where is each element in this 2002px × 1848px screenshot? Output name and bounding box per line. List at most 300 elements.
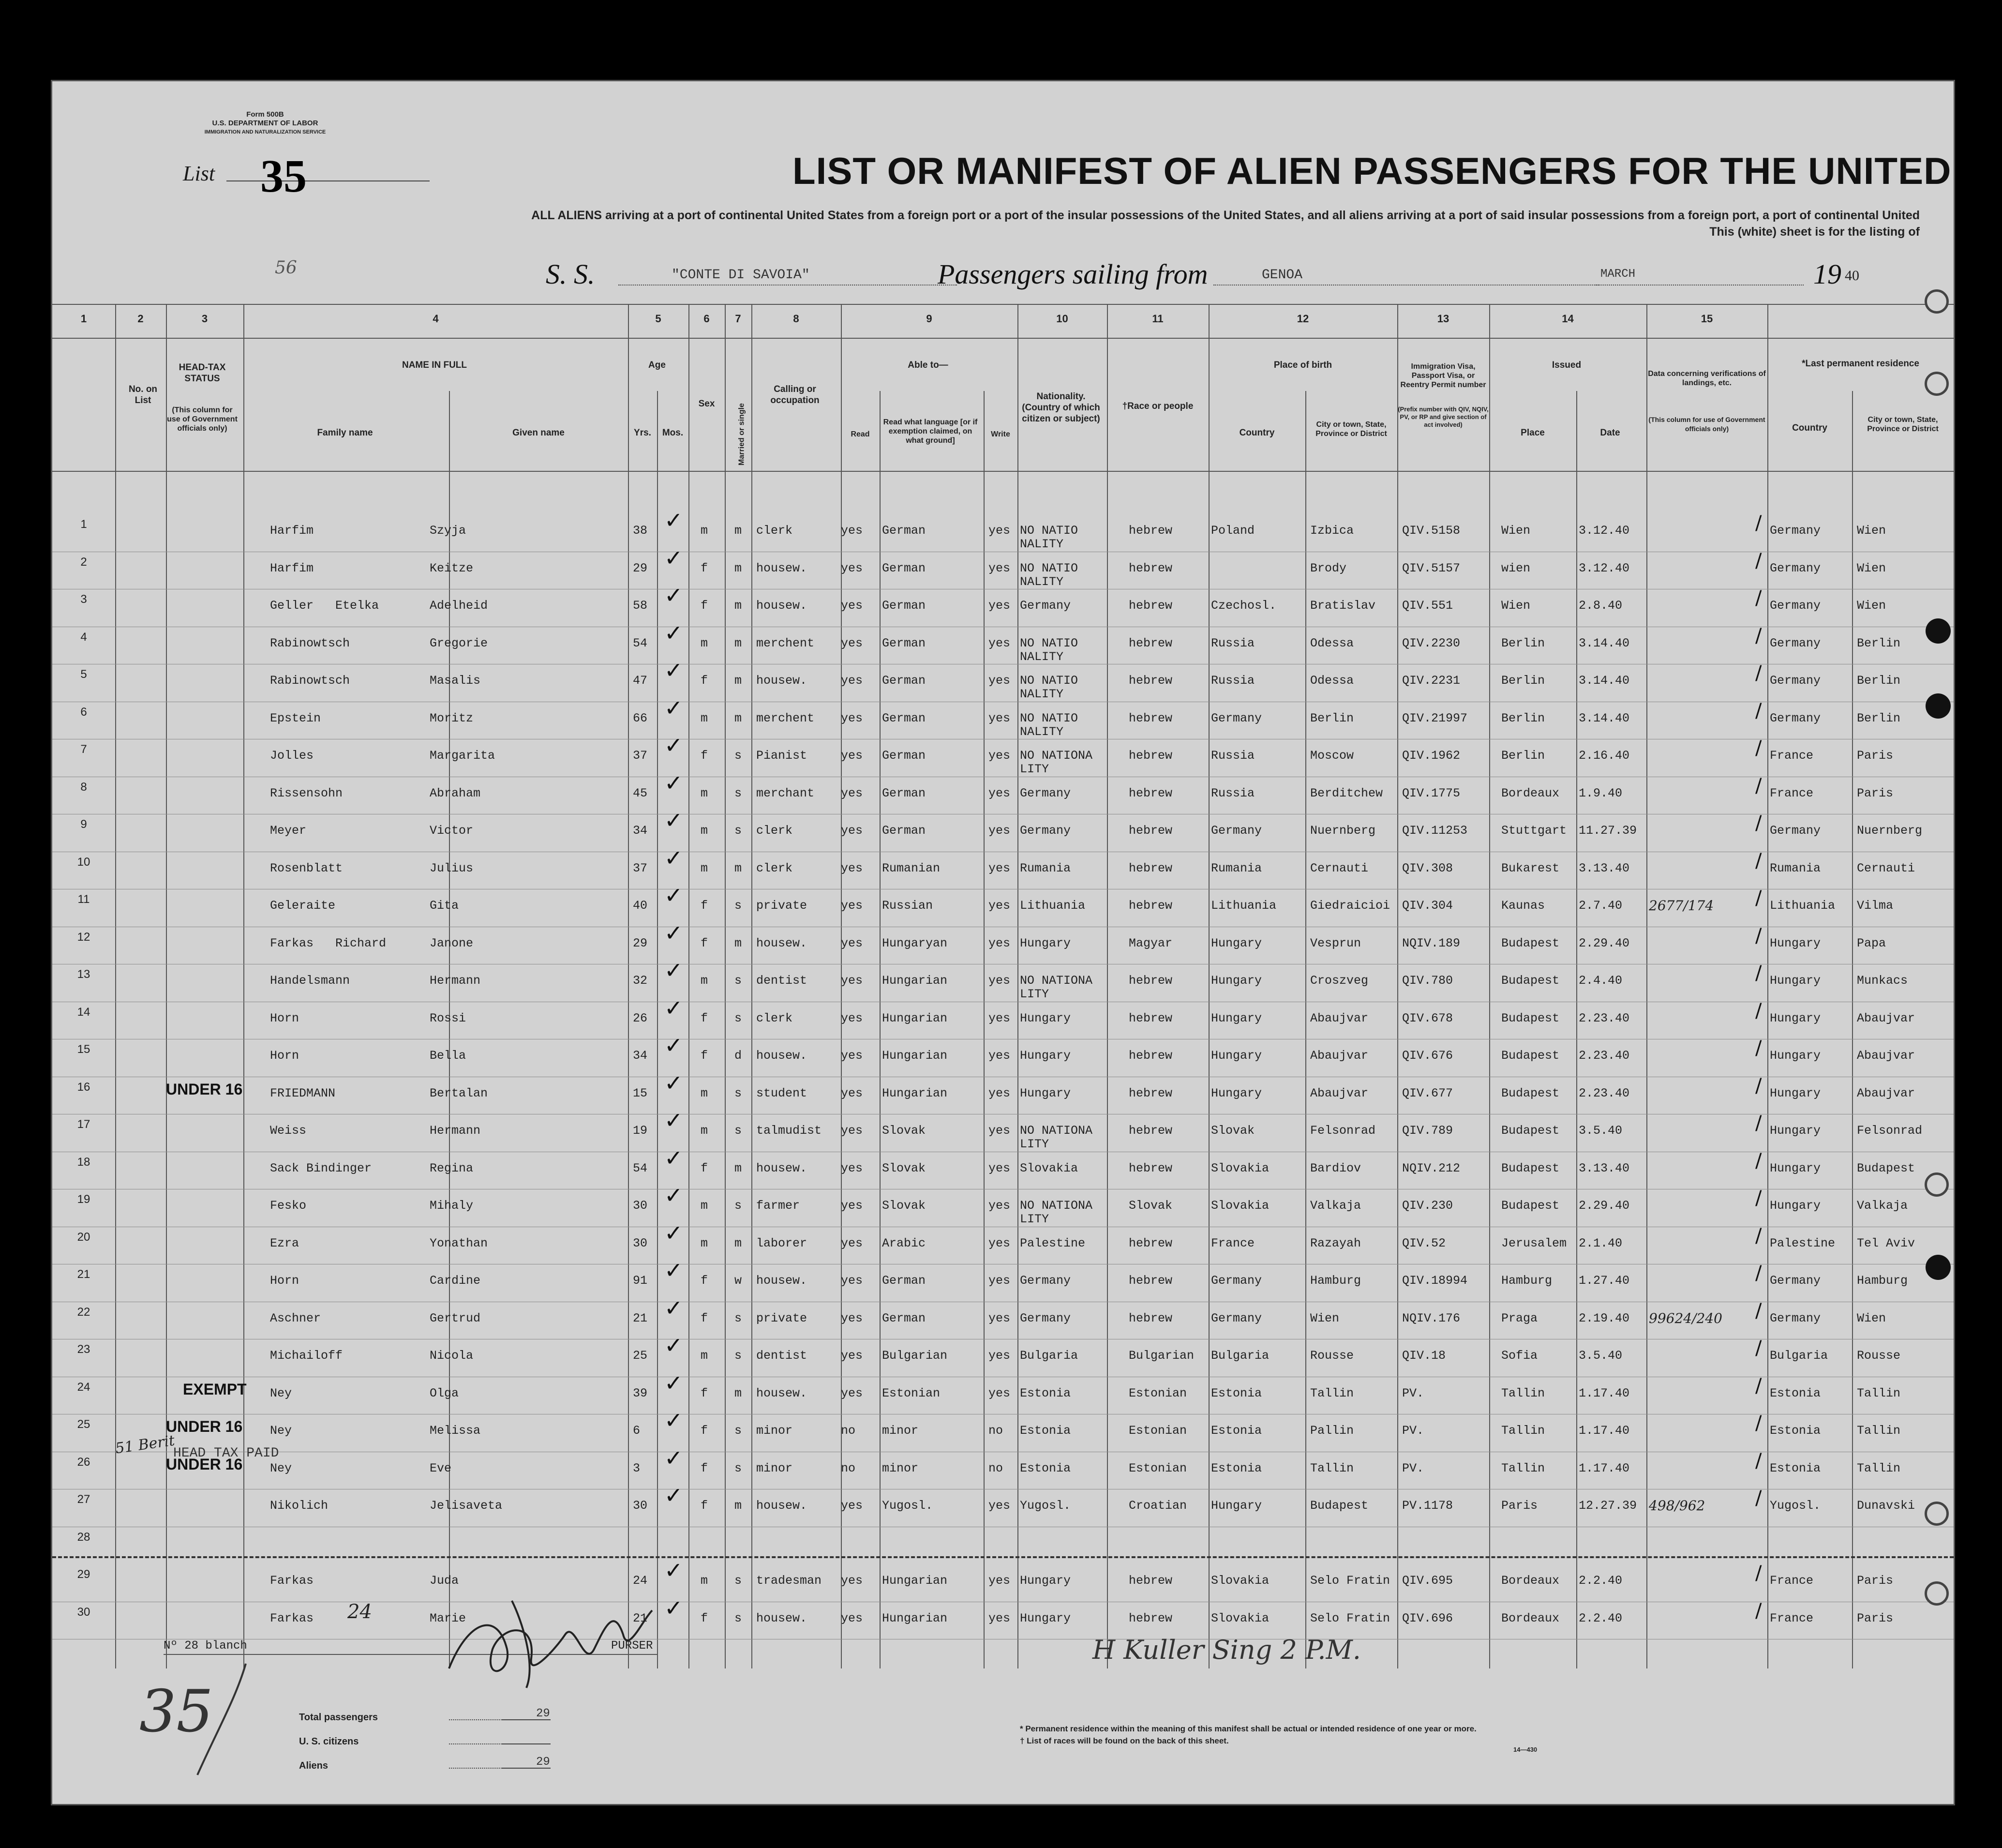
can-read: no bbox=[841, 1424, 856, 1438]
marital-status: m bbox=[734, 524, 742, 538]
given-name: Eve bbox=[430, 1461, 452, 1475]
sex: f bbox=[701, 1049, 708, 1063]
read-language: German bbox=[882, 1274, 926, 1288]
visa-number: QIV.11253 bbox=[1402, 824, 1468, 838]
issued-place: Bukarest bbox=[1501, 861, 1560, 875]
header-data-note: (This column for use of Government officials only) bbox=[1648, 416, 1765, 433]
check-mark-icon: ✓ bbox=[664, 1332, 683, 1358]
residence-country: Yugosl. bbox=[1770, 1499, 1821, 1513]
sex: f bbox=[701, 749, 708, 763]
birth-city: Abaujvar bbox=[1310, 1011, 1369, 1025]
given-name: Olga bbox=[430, 1386, 459, 1400]
check-mark-icon: ✓ bbox=[664, 1444, 683, 1471]
race: hebrew bbox=[1129, 1574, 1173, 1588]
check-mark-icon: ✓ bbox=[664, 1557, 683, 1583]
marital-status: s bbox=[734, 899, 742, 913]
check-mark-icon: ✓ bbox=[664, 807, 683, 833]
visa-number: PV.1178 bbox=[1402, 1499, 1453, 1513]
header-data-concerning: Data concerning verifications of landings, etc. bbox=[1648, 370, 1766, 387]
can-write: yes bbox=[988, 1236, 1011, 1250]
verification-stroke-icon: / bbox=[1755, 1487, 1762, 1509]
header-birth-city: City or town, State, Province or District bbox=[1315, 421, 1387, 438]
can-write: yes bbox=[988, 674, 1011, 688]
birth-city: Berditchew bbox=[1310, 786, 1383, 800]
age: 47 bbox=[633, 674, 648, 688]
residence-city: Budapest bbox=[1857, 1161, 1915, 1175]
issued-place: Berlin bbox=[1501, 674, 1545, 688]
check-mark-icon: ✓ bbox=[664, 1144, 683, 1171]
birth-country: Russia bbox=[1211, 674, 1255, 688]
race: hebrew bbox=[1129, 1161, 1173, 1175]
race: Estonian bbox=[1129, 1386, 1187, 1400]
row-number: 18 bbox=[77, 1155, 90, 1169]
given-name: Marie bbox=[430, 1611, 466, 1625]
column-number: 4 bbox=[433, 313, 439, 325]
occupation: minor bbox=[756, 1461, 793, 1475]
header-mos: Mos. bbox=[662, 428, 684, 438]
header-issued-date: Date bbox=[1600, 428, 1620, 438]
given-name: Julius bbox=[430, 861, 474, 875]
marital-status: m bbox=[734, 1236, 742, 1250]
row-number: 5 bbox=[80, 668, 87, 681]
marital-status: m bbox=[734, 1161, 742, 1175]
column-divider bbox=[751, 304, 752, 1668]
header-married: Married or single bbox=[737, 403, 746, 466]
age: 21 bbox=[633, 1311, 648, 1325]
visa-number: QIV.21997 bbox=[1402, 711, 1468, 725]
occupation: housew. bbox=[756, 1386, 807, 1400]
column-number: 15 bbox=[1701, 313, 1713, 325]
marital-status: s bbox=[734, 1611, 742, 1625]
issued-date: 1.9.40 bbox=[1579, 786, 1623, 800]
verification-stroke-icon: / bbox=[1755, 1074, 1762, 1097]
column-number: 9 bbox=[926, 313, 932, 325]
visa-number: QIV.678 bbox=[1402, 1011, 1453, 1025]
birth-country: Hungary bbox=[1211, 1049, 1262, 1063]
can-read: yes bbox=[841, 1574, 863, 1588]
header-issued-place: Place bbox=[1521, 428, 1545, 438]
occupation: private bbox=[756, 899, 807, 913]
visa-number: QIV.695 bbox=[1402, 1574, 1453, 1588]
verification-stroke-icon: / bbox=[1755, 587, 1762, 609]
marital-status: m bbox=[734, 1386, 742, 1400]
read-language: German bbox=[882, 749, 926, 763]
nationality: Estonia bbox=[1020, 1461, 1071, 1475]
verification-stroke-icon: / bbox=[1755, 1149, 1762, 1172]
issued-place: Budapest bbox=[1501, 1124, 1560, 1138]
check-mark-icon: ✓ bbox=[664, 544, 683, 571]
family-name: Harfim bbox=[270, 524, 314, 538]
column-divider bbox=[1489, 304, 1490, 1668]
read-language: Hungarian bbox=[882, 974, 948, 988]
race: hebrew bbox=[1129, 1274, 1173, 1288]
residence-city: Berlin bbox=[1857, 674, 1901, 688]
age: 54 bbox=[633, 636, 648, 650]
column-divider bbox=[243, 304, 244, 1668]
can-read: yes bbox=[841, 561, 863, 575]
header-no-on-list: No. on List bbox=[128, 384, 158, 406]
given-name: Juda bbox=[430, 1574, 459, 1588]
header-age: Age bbox=[648, 360, 666, 370]
row-number: 20 bbox=[77, 1230, 90, 1244]
issued-date: 1.27.40 bbox=[1579, 1274, 1630, 1288]
column-number: 7 bbox=[735, 313, 741, 325]
issued-place: Bordeaux bbox=[1501, 786, 1560, 800]
residence-country: Germany bbox=[1770, 711, 1821, 725]
marital-status: m bbox=[734, 636, 742, 650]
birth-city: Croszveg bbox=[1310, 974, 1369, 988]
header-read: Read bbox=[851, 430, 870, 438]
family-name: Farkas Richard bbox=[270, 936, 387, 950]
read-language: minor bbox=[882, 1461, 919, 1475]
check-mark-icon: ✓ bbox=[664, 1294, 683, 1321]
sex: m bbox=[701, 1236, 708, 1250]
ship-name: "CONTE DI SAVOIA" bbox=[672, 268, 810, 283]
left-mark: 56 bbox=[275, 258, 297, 278]
can-read: yes bbox=[841, 1274, 863, 1288]
given-name: Janone bbox=[430, 936, 474, 950]
header-place-of-birth: Place of birth bbox=[1273, 360, 1332, 370]
can-read: yes bbox=[841, 1199, 863, 1213]
margin-stroke bbox=[188, 1659, 265, 1785]
visa-number: QIV.230 bbox=[1402, 1199, 1453, 1213]
birth-country: Hungary bbox=[1211, 936, 1262, 950]
given-name: Szyja bbox=[430, 524, 466, 538]
year-suffix: 40 bbox=[1845, 268, 1859, 284]
residence-city: Paris bbox=[1857, 1611, 1894, 1625]
residence-country: Germany bbox=[1770, 524, 1821, 538]
visa-number: QIV.5157 bbox=[1402, 561, 1461, 575]
residence-country: Germany bbox=[1770, 1311, 1821, 1325]
column-divider bbox=[1017, 304, 1018, 1668]
residence-city: Vilma bbox=[1857, 899, 1894, 913]
column-divider bbox=[1209, 304, 1210, 1668]
nationality: Germany bbox=[1020, 599, 1071, 613]
total-underline bbox=[502, 1719, 551, 1720]
check-mark-icon: ✓ bbox=[664, 657, 683, 683]
verification-stroke-icon: / bbox=[1755, 774, 1762, 797]
sex: f bbox=[701, 561, 708, 575]
nationality: Lithuania bbox=[1020, 899, 1086, 913]
read-language: German bbox=[882, 636, 926, 650]
verification-stroke-icon: / bbox=[1755, 1412, 1762, 1434]
sex: f bbox=[701, 1611, 708, 1625]
birth-city: Selo Fratin bbox=[1310, 1574, 1390, 1588]
residence-country: Estonia bbox=[1770, 1424, 1821, 1438]
family-name: Handelsmann bbox=[270, 974, 350, 988]
sex: f bbox=[701, 1499, 708, 1513]
sex: f bbox=[701, 936, 708, 950]
visa-number: QIV.789 bbox=[1402, 1124, 1453, 1138]
verification-stroke-icon: / bbox=[1755, 1599, 1762, 1622]
family-name: Michailoff bbox=[270, 1349, 343, 1363]
verification-data: 498/962 bbox=[1649, 1498, 1705, 1514]
residence-country: Germany bbox=[1770, 599, 1821, 613]
residence-city: Berlin bbox=[1857, 636, 1901, 650]
issued-place: Berlin bbox=[1501, 636, 1545, 650]
head-tax-status: UNDER 16 bbox=[166, 1080, 243, 1098]
issued-place: Budapest bbox=[1501, 974, 1560, 988]
header-calling: Calling or occupation bbox=[770, 384, 820, 406]
read-language: German bbox=[882, 711, 926, 725]
marital-status: m bbox=[734, 936, 742, 950]
race: Bulgarian bbox=[1129, 1349, 1195, 1363]
read-language: Russian bbox=[882, 899, 933, 913]
check-mark-icon: ✓ bbox=[664, 844, 683, 871]
residence-country: France bbox=[1770, 1574, 1814, 1588]
sex: m bbox=[701, 1199, 708, 1213]
issued-place: Budapest bbox=[1501, 1049, 1560, 1063]
birth-country: Estonia bbox=[1211, 1386, 1262, 1400]
age: 37 bbox=[633, 861, 648, 875]
nationality: Hungary bbox=[1020, 936, 1071, 950]
read-language: Arabic bbox=[882, 1236, 926, 1250]
residence-city: Abaujvar bbox=[1857, 1086, 1915, 1100]
issued-place: Wien bbox=[1501, 524, 1531, 538]
column-divider bbox=[1397, 304, 1398, 1668]
can-write: yes bbox=[988, 1161, 1011, 1175]
visa-number: QIV.308 bbox=[1402, 861, 1453, 875]
verification-stroke-icon: / bbox=[1755, 1037, 1762, 1059]
total-passengers-value: 29 bbox=[536, 1707, 550, 1720]
given-name: Regina bbox=[430, 1161, 474, 1175]
residence-city: Abaujvar bbox=[1857, 1011, 1915, 1025]
aliens-underline bbox=[502, 1768, 551, 1769]
nationality: NO NATIO NALITY bbox=[1020, 636, 1078, 664]
race: Estonian bbox=[1129, 1461, 1187, 1475]
sex: f bbox=[701, 1274, 708, 1288]
issued-place: Tallin bbox=[1501, 1461, 1545, 1475]
service-name: IMMIGRATION AND NATURALIZATION SERVICE bbox=[204, 129, 326, 135]
occupation: farmer bbox=[756, 1199, 800, 1213]
department-name: U.S. DEPARTMENT OF LABOR bbox=[212, 119, 318, 127]
verification-data: 99624/240 bbox=[1649, 1310, 1722, 1326]
check-mark-icon: ✓ bbox=[664, 1182, 683, 1208]
row-number: 28 bbox=[77, 1530, 90, 1544]
check-mark-icon: ✓ bbox=[664, 1407, 683, 1433]
family-name: Sack Bindinger bbox=[270, 1161, 372, 1175]
sex: f bbox=[701, 1161, 708, 1175]
residence-country: Estonia bbox=[1770, 1386, 1821, 1400]
residence-country: Estonia bbox=[1770, 1461, 1821, 1475]
birth-city: Izbica bbox=[1310, 524, 1354, 538]
total-passengers-label: Total passengers bbox=[299, 1712, 378, 1723]
race: hebrew bbox=[1129, 561, 1173, 575]
occupation: dentist bbox=[756, 1349, 807, 1363]
table-rule bbox=[52, 471, 1954, 472]
handwritten-35: 35 bbox=[139, 1678, 213, 1745]
residence-city: Felsonrad bbox=[1857, 1124, 1923, 1138]
age: 32 bbox=[633, 974, 648, 988]
given-name: Victor bbox=[430, 824, 474, 838]
given-name: Gregorie bbox=[430, 636, 488, 650]
residence-country: France bbox=[1770, 786, 1814, 800]
residence-city: Nuernberg bbox=[1857, 824, 1923, 838]
verification-stroke-icon: / bbox=[1755, 549, 1762, 572]
race: hebrew bbox=[1129, 636, 1173, 650]
sex: m bbox=[701, 974, 708, 988]
family-name: Rissensohn bbox=[270, 786, 343, 800]
can-write: yes bbox=[988, 636, 1011, 650]
row-number: 24 bbox=[77, 1380, 90, 1394]
visa-number: QIV.676 bbox=[1402, 1049, 1453, 1063]
family-name: Ney bbox=[270, 1424, 292, 1438]
check-mark-icon: ✓ bbox=[664, 694, 683, 721]
nationality: NO NATIONA LITY bbox=[1020, 974, 1093, 1001]
binder-ring bbox=[1925, 289, 1949, 314]
birth-city: Hamburg bbox=[1310, 1274, 1361, 1288]
birth-city: Valkaja bbox=[1310, 1199, 1361, 1213]
marital-status: m bbox=[734, 1499, 742, 1513]
row-number: 23 bbox=[77, 1343, 90, 1356]
row-number: 17 bbox=[77, 1118, 90, 1131]
column-number: 10 bbox=[1056, 313, 1068, 325]
can-write: yes bbox=[988, 1499, 1011, 1513]
can-read: yes bbox=[841, 974, 863, 988]
column-number: 3 bbox=[201, 313, 208, 325]
race: Estonian bbox=[1129, 1424, 1187, 1438]
residence-country: France bbox=[1770, 749, 1814, 763]
birth-country: Slovakia bbox=[1211, 1161, 1270, 1175]
residence-country: Rumania bbox=[1770, 861, 1821, 875]
header-head-tax-note: (This column for use of Government officials only) bbox=[167, 406, 238, 433]
issued-date: 2.16.40 bbox=[1579, 749, 1630, 763]
sex: m bbox=[701, 1349, 708, 1363]
can-read: yes bbox=[841, 936, 863, 950]
race: hebrew bbox=[1129, 599, 1173, 613]
residence-country: Germany bbox=[1770, 561, 1821, 575]
occupation: clerk bbox=[756, 861, 793, 875]
visa-number: PV. bbox=[1402, 1386, 1424, 1400]
check-mark-icon: ✓ bbox=[664, 732, 683, 758]
race: hebrew bbox=[1129, 1236, 1173, 1250]
check-mark-icon: ✓ bbox=[664, 507, 683, 533]
issued-date: 2.8.40 bbox=[1579, 599, 1623, 613]
read-language: Yugosl. bbox=[882, 1499, 933, 1513]
race: hebrew bbox=[1129, 1011, 1173, 1025]
occupation: housew. bbox=[756, 1611, 807, 1625]
issued-place: Budapest bbox=[1501, 936, 1560, 950]
can-write: yes bbox=[988, 974, 1011, 988]
column-divider bbox=[688, 304, 689, 1668]
read-language: German bbox=[882, 561, 926, 575]
birth-country: Slovak bbox=[1211, 1124, 1255, 1138]
given-name: Moritz bbox=[430, 711, 474, 725]
birth-city: Abaujvar bbox=[1310, 1086, 1369, 1100]
can-read: no bbox=[841, 1461, 856, 1475]
read-language: German bbox=[882, 524, 926, 538]
given-name: Yonathan bbox=[430, 1236, 488, 1250]
birth-city: Budapest bbox=[1310, 1499, 1369, 1513]
can-read: yes bbox=[841, 524, 863, 538]
visa-number: PV. bbox=[1402, 1424, 1424, 1438]
age: 34 bbox=[633, 824, 648, 838]
visa-number: PV. bbox=[1402, 1461, 1424, 1475]
family-name: Harfim bbox=[270, 561, 314, 575]
port-name: GENOA bbox=[1262, 268, 1303, 283]
nationality: Germany bbox=[1020, 1274, 1071, 1288]
can-read: yes bbox=[841, 899, 863, 913]
head-tax-paid-stamp: HEAD TAX PAID bbox=[173, 1446, 279, 1461]
check-mark-icon: ✓ bbox=[664, 1257, 683, 1283]
visa-number: QIV.1775 bbox=[1402, 786, 1461, 800]
sex: f bbox=[701, 899, 708, 913]
can-write: yes bbox=[988, 1049, 1011, 1063]
row-number: 3 bbox=[80, 593, 87, 606]
occupation: housew. bbox=[756, 936, 807, 950]
check-mark-icon: ✓ bbox=[664, 582, 683, 608]
header-res-city: City or town, State, Province or District bbox=[1867, 416, 1939, 433]
occupation: housew. bbox=[756, 674, 807, 688]
residence-city: Tallin bbox=[1857, 1424, 1901, 1438]
birth-city: Bardiov bbox=[1310, 1161, 1361, 1175]
can-write: yes bbox=[988, 561, 1011, 575]
can-write: yes bbox=[988, 1199, 1011, 1213]
month: MARCH bbox=[1600, 268, 1636, 281]
read-language: Hungaryan bbox=[882, 936, 948, 950]
family-name: Farkas bbox=[270, 1611, 314, 1625]
check-mark-icon: ✓ bbox=[664, 1482, 683, 1508]
issued-date: 3.5.40 bbox=[1579, 1124, 1623, 1138]
birth-country: Hungary bbox=[1211, 1011, 1262, 1025]
subcolumn-divider bbox=[984, 391, 985, 1668]
family-name: Rabinowtsch bbox=[270, 636, 350, 650]
nationality: Estonia bbox=[1020, 1424, 1071, 1438]
age: 66 bbox=[633, 711, 648, 725]
page-title: LIST OR MANIFEST OF ALIEN PASSENGERS FOR THE UNITED bbox=[792, 150, 1952, 192]
read-language: Hungarian bbox=[882, 1011, 948, 1025]
year-prefix: 19 bbox=[1813, 258, 1841, 290]
can-write: yes bbox=[988, 1574, 1011, 1588]
birth-city: Razayah bbox=[1310, 1236, 1361, 1250]
race: hebrew bbox=[1129, 1049, 1173, 1063]
issued-date: 1.17.40 bbox=[1579, 1461, 1630, 1475]
read-language: Hungarian bbox=[882, 1086, 948, 1100]
blanch-note: Nº 28 blanch bbox=[164, 1639, 247, 1653]
family-name: Epstein bbox=[270, 711, 321, 725]
issued-date: 2.7.40 bbox=[1579, 899, 1623, 913]
given-name: Bertalan bbox=[430, 1086, 488, 1100]
verification-stroke-icon: / bbox=[1755, 887, 1762, 909]
row-number: 21 bbox=[77, 1268, 90, 1281]
birth-city: Cernauti bbox=[1310, 861, 1369, 875]
table-rule bbox=[52, 338, 1954, 339]
sex: m bbox=[701, 524, 708, 538]
sex: f bbox=[701, 1011, 708, 1025]
column-number: 8 bbox=[793, 313, 799, 325]
can-read: yes bbox=[841, 824, 863, 838]
check-mark-icon: ✓ bbox=[664, 1219, 683, 1246]
age: 30 bbox=[633, 1499, 648, 1513]
subcolumn-divider bbox=[657, 391, 658, 1668]
visa-number: QIV.304 bbox=[1402, 899, 1453, 913]
issued-date: 2.2.40 bbox=[1579, 1574, 1623, 1588]
age: 58 bbox=[633, 599, 648, 613]
can-read: yes bbox=[841, 1161, 863, 1175]
given-name: Hermann bbox=[430, 1124, 481, 1138]
issued-place: Paris bbox=[1501, 1499, 1538, 1513]
marital-status: s bbox=[734, 1311, 742, 1325]
nationality: Slovakia bbox=[1020, 1161, 1078, 1175]
birth-country: Germany bbox=[1211, 1311, 1262, 1325]
subcolumn-divider bbox=[1852, 391, 1853, 1668]
birth-country: Slovakia bbox=[1211, 1199, 1270, 1213]
race: hebrew bbox=[1129, 824, 1173, 838]
punch-hole bbox=[1926, 693, 1951, 719]
race: Croatian bbox=[1129, 1499, 1187, 1513]
nationality: NO NATIONA LITY bbox=[1020, 749, 1093, 776]
verification-stroke-icon: / bbox=[1755, 1337, 1762, 1359]
